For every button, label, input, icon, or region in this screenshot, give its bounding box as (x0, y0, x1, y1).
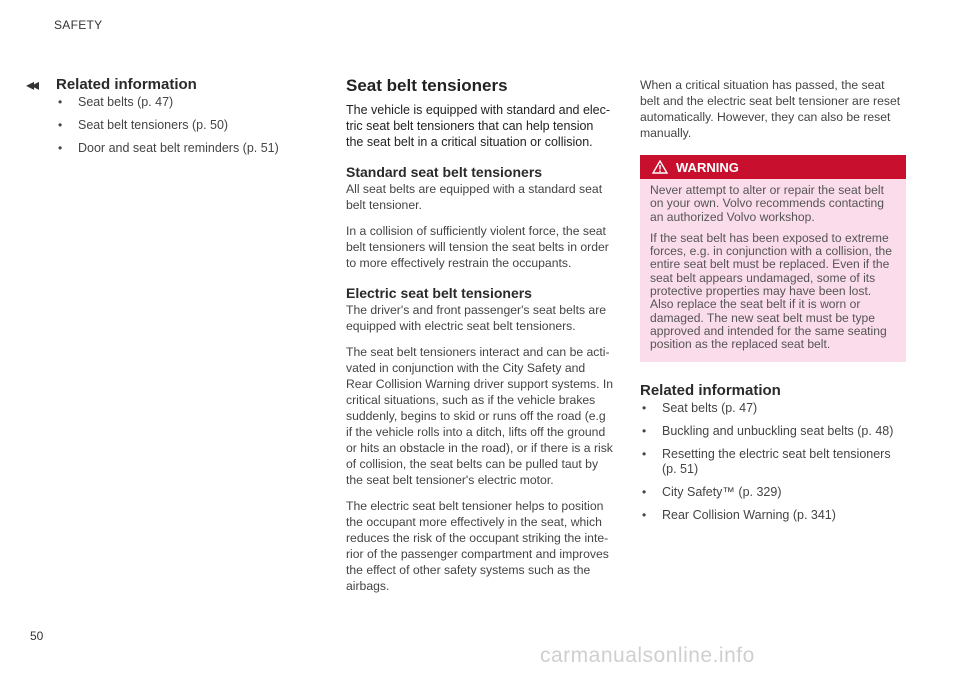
article-lead: The vehicle is equipped with standard and elec-tric seat belt tensioners that can help tension the seat belt in a critical situation or collision. (346, 103, 611, 149)
bullet-icon: • (58, 95, 63, 109)
reset-intro: When a critical situation has passed, the seat belt and the electric seat belt tensioner are reset automatically. However, they can also be reset manually. (640, 78, 901, 140)
warning-para-2: If the seat belt has been exposed to extreme forces, e.g. in conjunction with a collision, the entire seat belt must be replaced. Even if the seat belt appears undamaged, some of its protective properties may have been lost. Also replace the seat belt if it is worn or damaged. The new seat belt must be type approved and intended for the same seating position as the replaced seat belt. (650, 230, 893, 352)
warning-header (640, 155, 906, 179)
related-info-list (640, 401, 906, 523)
electric-para-1: The driver's and front passenger's seat belts are equipped with electric seat belt tensioners. (346, 303, 607, 333)
standard-para-1: All seat belts are equipped with a standard seat belt tensioner. (346, 182, 603, 212)
related-link[interactable]: • Seat belts (p. 47) (58, 95, 174, 109)
bullet-icon: • (642, 423, 647, 438)
bullet-icon: • (58, 118, 63, 132)
standard-tensioners-heading: Standard seat belt tensioners (346, 164, 543, 180)
related-link[interactable]: • Buckling and unbuckling seat belts (p. 48) (642, 423, 894, 438)
back-chevrons-icon[interactable]: ◂◂ (26, 77, 37, 94)
section-title: SAFETY (54, 18, 103, 32)
bullet-icon: • (642, 507, 647, 522)
warning-body (640, 179, 906, 362)
right-column (640, 77, 906, 531)
warning-label: WARNING (676, 159, 739, 175)
related-info-heading: Related information (56, 76, 197, 93)
main-article (346, 76, 614, 604)
related-info-heading: Related information (640, 381, 781, 399)
bullet-icon: • (642, 484, 647, 499)
electric-tensioners-heading: Electric seat belt tensioners (346, 285, 532, 301)
related-link[interactable]: • Seat belt tensioners (p. 50) (58, 118, 229, 132)
related-link[interactable]: • Rear Collision Warning (p. 341) (642, 507, 836, 522)
bullet-icon: • (642, 446, 647, 461)
left-related-info (56, 76, 306, 164)
electric-para-2: The seat belt tensioners interact and can be acti-vated in conjunction with the City Safety and Rear Collision Warning driver support systems. In critical situations, such as if the vehicle brakes suddenly, begins to skid or runs off the road (e.g if the vehicle rolls into a ditch, lifts off the ground or hits an obstacle in the road), or if there is a risk of collision, the seat belts can be pulled taut by the seat belt tensioner's electric motor. (346, 345, 614, 487)
related-link[interactable]: • City Safety™ (p. 329) (642, 484, 782, 499)
related-info-list (56, 95, 306, 156)
electric-para-3: The electric seat belt tensioner helps to position the occupant more effectively in the seat, which reduces the risk of the occupant striking the inte-rior of the passenger compartment and improves the effect of other safety systems such as the airbags. (346, 499, 609, 593)
watermark: carmanualsonline.info (540, 644, 755, 667)
bullet-icon: • (642, 400, 647, 415)
article-title: Seat belt tensioners (346, 76, 508, 95)
page-number: 50 (30, 629, 44, 643)
related-link[interactable]: • Door and seat belt reminders (p. 51) (58, 141, 279, 155)
warning-para-1: Never attempt to alter or repair the seat belt on your own. Volvo recommends contacting an authorized Volvo workshop. (650, 183, 884, 224)
standard-para-2: In a collision of sufficiently violent force, the seat belt tensioners will tension the seat belts in order to more effectively restrain the occupants. (346, 224, 609, 270)
bullet-icon: • (58, 141, 63, 155)
warning-triangle-icon (652, 160, 668, 174)
warning-box (640, 155, 906, 362)
related-link[interactable]: • Resetting the electric seat belt tensioners (p. 51) (642, 446, 891, 476)
related-link[interactable]: • Seat belts (p. 47) (642, 400, 758, 415)
